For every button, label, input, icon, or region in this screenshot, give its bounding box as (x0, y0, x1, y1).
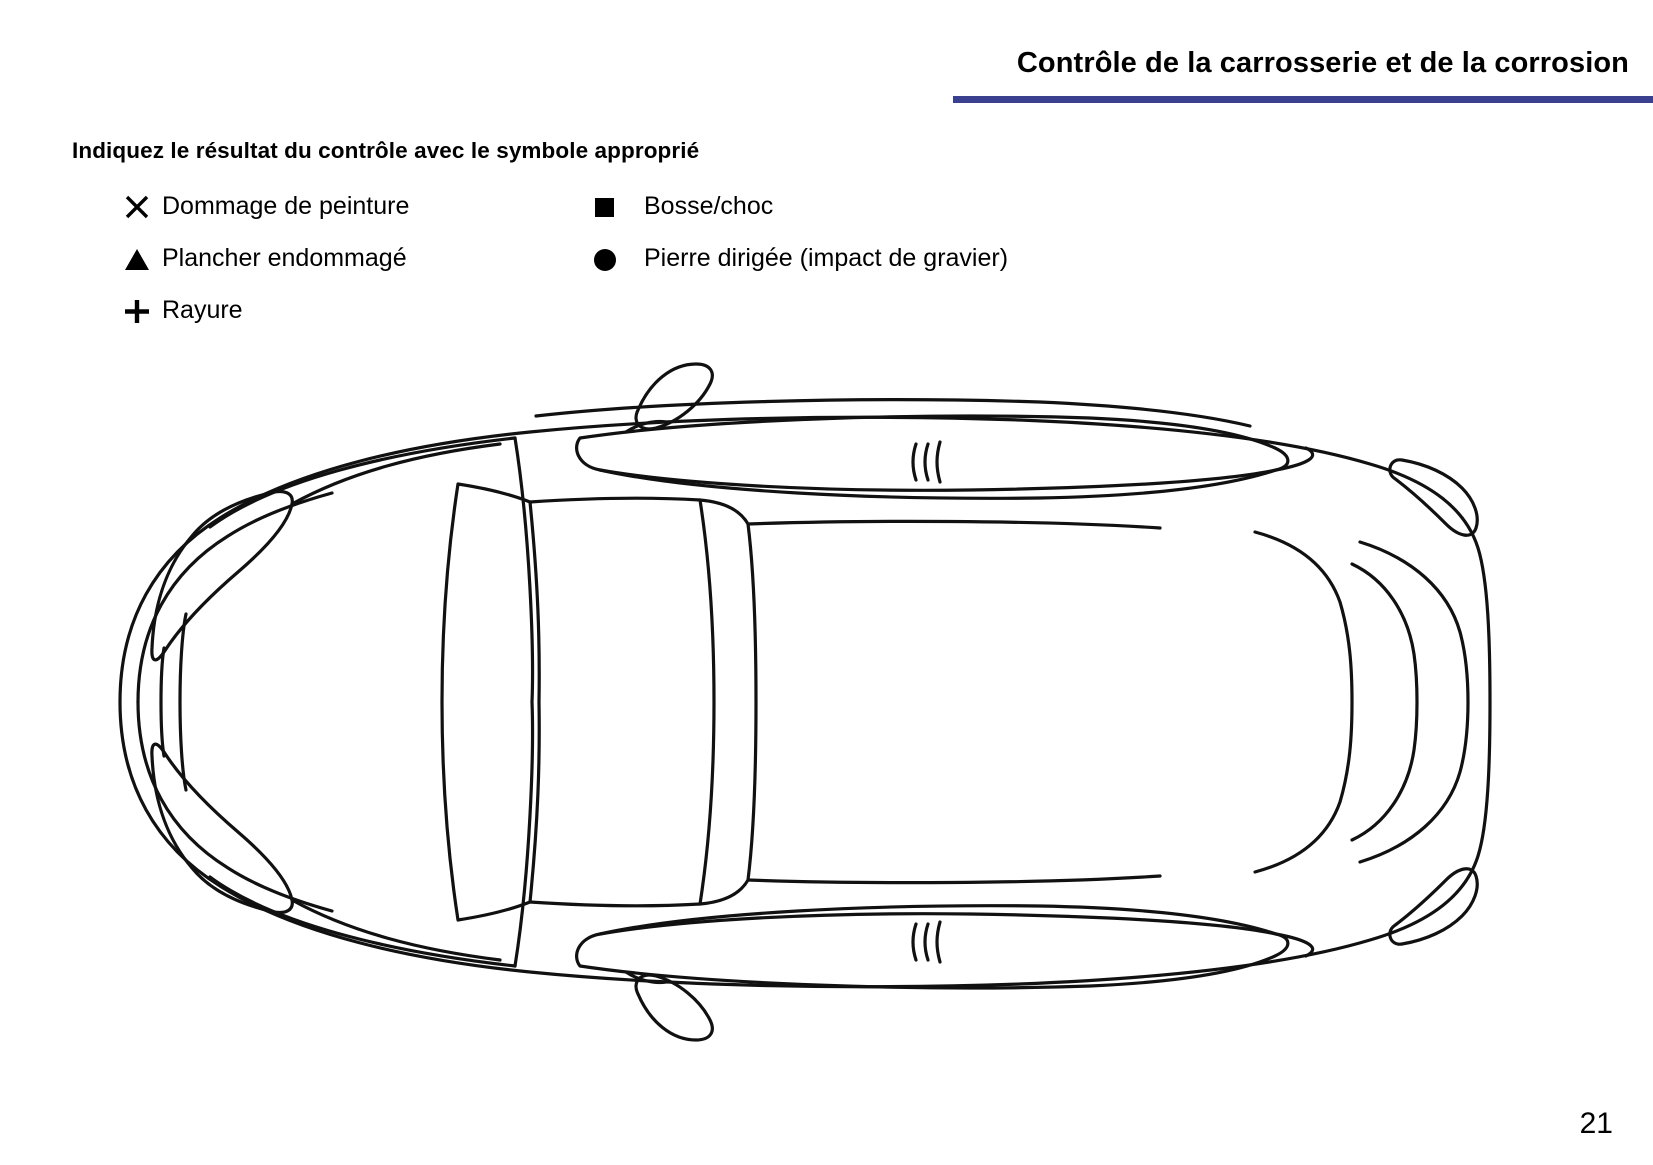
legend-item-scratch (120, 290, 243, 330)
cross-x-icon (120, 189, 154, 223)
legend-row (120, 290, 1220, 342)
legend-label: Dommage de peinture (162, 191, 410, 220)
filled-square-icon (588, 189, 622, 223)
legend (120, 186, 1220, 342)
legend-label: Pierre dirigée (impact de gravier) (644, 243, 1009, 272)
car-diagram (60, 352, 1510, 1052)
filled-circle-icon (588, 241, 622, 275)
legend-item-floor-damage (120, 238, 407, 278)
legend-item-paint-damage (120, 186, 409, 226)
page-header (0, 48, 1631, 80)
plus-icon (120, 293, 154, 327)
page-number: 21 (1579, 1107, 1613, 1140)
legend-label: Bosse/choc (644, 191, 774, 220)
legend-item-stone-chip (588, 238, 1008, 278)
legend-item-dent (588, 186, 773, 226)
legend-label: Rayure (162, 295, 243, 324)
legend-row (120, 238, 1220, 290)
page-title: Contrôle de la carrosserie et de la corrosion (1016, 47, 1629, 79)
legend-row (120, 186, 1220, 238)
legend-label: Plancher endommagé (162, 243, 407, 272)
filled-triangle-icon (120, 241, 154, 275)
instruction-text: Indiquez le résultat du contrôle avec le symbole approprié (72, 138, 700, 163)
header-rule (953, 96, 1653, 103)
